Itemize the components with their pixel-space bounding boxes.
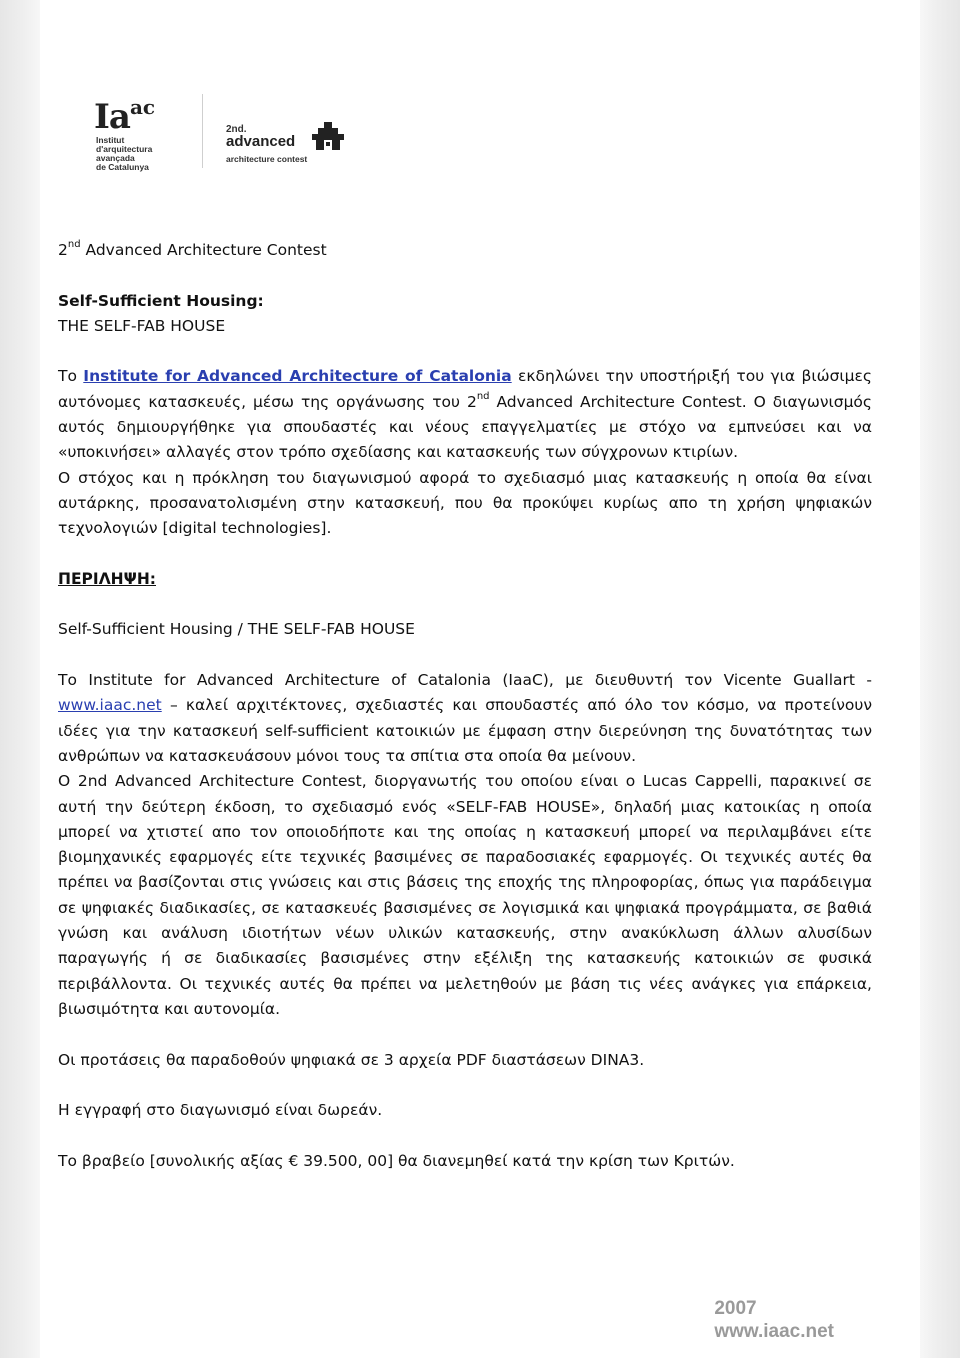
summary-line: Self-Sufficient Housing / THE SELF-FAB HOUSE [58,620,415,639]
iaac-logo-word: $Ia^{ac}$ [94,95,156,137]
contest-logo-2nd: 2nd. [226,124,247,135]
iaac-logo-line: Institut [96,135,125,145]
doc-subtitle: Self-Sufficient Housing: [58,291,264,310]
doc-subtitle-upper: THE SELF-FAB HOUSE [58,316,226,335]
contest-logo [226,124,346,166]
intro-paragraph: Το Institute for Advanced Architecture of Catalonia εκδηλώνει την υποστήριξή του για βιώσιμες αυτόνομες κατασκευές, μέσω της οργάνωσης του 2nd Advanced Architecture Contest. Ο διαγωνισμός αυτός δημιουργήθηκε για σπουδαστές και νέους επαγγελματίες με στόχο να εμπνεύσει και να «υποκινήσει» αλλαγές στον τρόπο σχεδίασης και κατασκευής των σύγχρονων κτιρίων. [58,367,873,462]
iaac-logo [94,95,194,172]
goal-paragraph: Ο στόχος και η πρόκληση του διαγωνισμού αφορά το σχεδιασμό μιας κατασκευής η οποία θα είναι αυτάρκης, προσανατολισμένη στην κατασκευή, που θα προκύψει κυρίως απο τη χρήση ψηφιακών τεχνολογιών [digital technologies]. [58,468,872,538]
contest-paragraph: Ο 2nd Advanced Architecture Contest, διοργανωτής του οποίου είναι ο Lucas Cappelli, παρακινεί σε αυτή την δεύτερη έκδοση, το σχεδιασμό ενός «SELF-FAB HOUSE», δηλαδή μιας κατοικίας η οποία μπορεί να χτιστεί απο τον οποιοδήποτε και της οποίας η κατασκευή μπορεί να περιλαμβάνει είτε βιομηχανικές εφαρμογές είτε τεχνικές βασιμένες σε παραδοσιακές εφαρμογές. Οι τεχνικές αυτές θα πρέπει να βασίζονται στις γνώσεις και στις βάσεις της εποχής της πληροφορίας, όπως για παράδειγμα σε ψηφιακές διαδικασίες, σε κατασκευές βασισμένες σε λογισμικά και ψηφιακά προγράμματα, σε βαθιά γνώση και ανάλυση ιδιοτήτων νέων υλικών κατασκευής, στην ανακύκλωση άλλων αλυσίδων παραγωγής ή σε διαδικασίες βασισμένες στην εξέλιξη της κατασκευής κατοικιών σε φυσικά περιβάλλοντα. Οι τεχνικές αυτές θα πρέπει να μελετηθούν με βάση τις νέες ανάγκες για επάρκεια, βιωσιμότητα και αυτονομία. [58,772,872,1018]
doc-title: 2nd Advanced Architecture Contest [58,239,327,259]
iaac-paragraph: Το Institute for Advanced Architecture of Catalonia (IaaC), με διευθυντή τον Vicente Guallart - www.iaac.net – καλεί αρχιτέκτονες, σχεδιαστές και σπουδαστές από όλο τον κόσμο, να προτείνουν ιδέες για την κατασκευή self-sufficient κατοικιών με έμφαση στην διερεύνηση της δυνατότητας των ανθρώπων να κατασκευάσουν μόνοι τους τα σπίτια στα οποία θα μείνουν. [58,671,872,765]
letterhead [94,95,354,172]
iaac-logo-text [96,136,152,172]
right-margin-band [920,0,960,1358]
iaac-logo-line: avançada [96,153,135,163]
iaac-institute-link[interactable]: Institute for Advanced Architecture of Catalonia [83,367,512,386]
registration-paragraph: Η εγγραφή στο διαγωνισμό είναι δωρεάν. [58,1101,383,1120]
left-margin-band [0,0,40,1358]
iaac-website-link[interactable]: www.iaac.net [58,696,162,715]
footer-year: 2007 [714,1298,757,1319]
contest-logo-advanced: advanced [226,133,296,150]
submission-paragraph: Οι προτάσεις θα παραδοθούν ψηφιακά σε 3 αρχεία PDF διαστάσεων DINA3. [58,1050,645,1069]
contest-logo-subtitle: architecture contest [226,154,308,164]
summary-heading: ΠΕΡΙΛΗΨΗ: [58,569,156,588]
page-footer [714,1298,834,1344]
document-body [58,238,872,1174]
prize-paragraph: Το βραβείο [συνολικής αξίας € 39.500, 00] θα διανεμηθεί κατά την κρίση των Κριτών. [58,1151,735,1170]
iaac-logo-line: d'arquitectura [96,144,153,154]
logo-divider [202,94,203,168]
house-pixel-icon [312,122,344,152]
iaac-logo-line: de Catalunya [96,162,149,172]
footer-url: www.iaac.net [714,1321,834,1342]
